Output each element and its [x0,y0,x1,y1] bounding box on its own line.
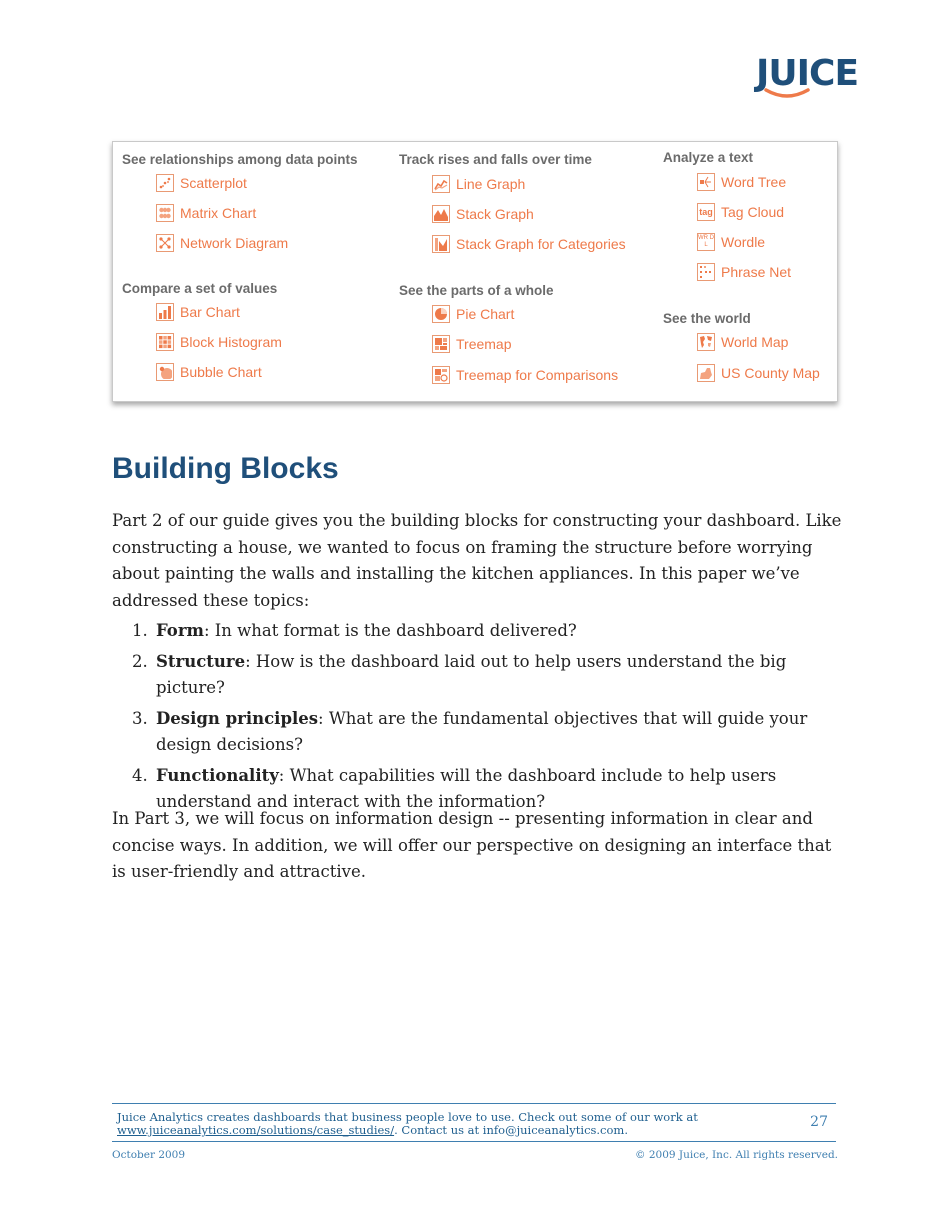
menu-item-phrase-net[interactable] [697,263,791,281]
treemap-comparisons-icon [432,366,450,384]
list-item [112,706,842,759]
stack-graph-icon [432,205,450,223]
menu-item-network-diagram[interactable] [156,234,288,252]
menu-item-label: Scatterplot [180,175,247,191]
footer-note-suffix: . Contact us at info@juiceanalytics.com. [394,1123,628,1137]
topic-term: Design principles [156,708,319,728]
menu-item-bar-chart[interactable] [156,303,240,321]
footer-note [117,1111,757,1137]
chart-type-menu [112,141,838,402]
us-county-map-icon [697,364,715,382]
menu-item-label: Line Graph [456,176,526,192]
menu-item-label: Wordle [721,234,766,250]
bar-chart-icon [156,303,174,321]
intro-paragraph: Part 2 of our guide gives you the building blocks for constructing your dashboard. Like constructing a house, we wanted to focus on framing the structure before worrying about painting the walls and installing the kitchen appliances. In this paper we’ve addressed these topics: [112,511,842,610]
tag-icon-text: tag [699,207,713,217]
tag-cloud-icon [697,203,715,221]
case-studies-link[interactable]: www.juiceanalytics.com/solutions/case_studies/ [117,1123,395,1137]
line-graph-icon [432,175,450,193]
menu-item-label: Block Histogram [180,334,282,350]
phrase-net-icon [697,263,715,281]
menu-item-scatterplot[interactable] [156,174,247,192]
section-heading: Building Blocks [112,452,339,485]
group-title-relationships: See relationships among data points [122,152,358,167]
juice-logo [756,52,859,108]
topic-term: Functionality [156,765,279,785]
menu-item-wordle[interactable] [697,233,765,251]
topic-text: : What are the fundamental objectives that will guide your design decisions? [156,708,808,754]
menu-item-label: Bubble Chart [180,364,262,380]
wordle-icon [697,233,715,251]
footer-note-prefix: Juice Analytics creates dashboards that business people love to use. Check out some of our work at [117,1110,698,1124]
menu-item-label: Bar Chart [180,304,240,320]
menu-item-block-histogram[interactable] [156,333,282,351]
block-histogram-icon [156,333,174,351]
menu-item-label: Stack Graph [456,206,534,222]
menu-item-label: Treemap for Comparisons [456,367,619,383]
menu-item-label: Tag Cloud [721,204,785,220]
group-title-parts-whole: See the parts of a whole [399,283,554,298]
menu-item-world-map[interactable] [697,333,788,351]
footer-copyright: © 2009 Juice, Inc. All rights reserved. [635,1149,838,1161]
group-title-compare: Compare a set of values [122,281,278,296]
list-number: 2. [132,651,148,671]
list-number: 3. [132,708,148,728]
wordle-icon-text: WR DL [698,235,714,248]
topic-text: : What capabilities will the dashboard include to help users understand and interact with the information? [156,765,777,811]
menu-item-label: World Map [721,334,789,350]
treemap-icon [432,335,450,353]
list-item [112,618,842,645]
topic-term: Structure [156,651,246,671]
menu-item-matrix-chart[interactable] [156,204,256,222]
menu-item-label: Phrase Net [721,264,792,280]
menu-item-treemap[interactable] [432,335,512,353]
closing-paragraph: In Part 3, we will focus on information design -- presenting information in clear and concise ways. In addition, we will offer our perspective on designing an interface that is user-friendly and attractive. [112,809,832,881]
footer-divider-top [112,1103,836,1104]
list-item [112,649,842,702]
scatterplot-icon [156,174,174,192]
menu-item-line-graph[interactable] [432,175,525,193]
smile-icon [762,88,812,100]
footer-divider-bottom [112,1141,836,1142]
topic-text: : In what format is the dashboard delivered? [203,621,577,640]
menu-item-pie-chart[interactable] [432,305,514,323]
menu-item-treemap-comparisons[interactable] [432,366,618,384]
topic-term: Form [156,621,204,640]
menu-item-label: US County Map [721,365,820,381]
menu-item-tag-cloud[interactable] [697,203,784,221]
menu-item-label: Matrix Chart [180,205,257,221]
stack-graph-categories-icon [432,235,450,253]
group-title-rises-falls: Track rises and falls over time [399,152,592,167]
matrix-chart-icon [156,204,174,222]
list-number: 1. [132,621,148,640]
bubble-chart-icon [156,363,174,381]
network-diagram-icon [156,234,174,252]
menu-item-us-county-map[interactable] [697,364,820,382]
menu-item-label: Stack Graph for Categories [456,236,626,252]
list-number: 4. [132,765,148,785]
world-map-icon [697,333,715,351]
menu-item-label: Treemap [456,336,512,352]
menu-item-bubble-chart[interactable] [156,363,262,381]
page-number: 27 [810,1114,828,1130]
group-title-analyze-text: Analyze a text [663,150,754,165]
footer-date: October 2009 [112,1149,186,1161]
menu-item-stack-graph-categories[interactable] [432,235,626,253]
logo-text: JUICE [756,53,859,94]
menu-item-label: Network Diagram [180,235,289,251]
topic-text: : How is the dashboard laid out to help users understand the big picture? [156,651,787,697]
menu-item-word-tree[interactable] [697,173,786,191]
menu-item-label: Pie Chart [456,306,515,322]
group-title-world: See the world [663,311,751,326]
menu-item-label: Word Tree [721,174,787,190]
word-tree-icon [697,173,715,191]
menu-item-stack-graph[interactable] [432,205,534,223]
topics-list [112,618,842,820]
pie-chart-icon [432,305,450,323]
